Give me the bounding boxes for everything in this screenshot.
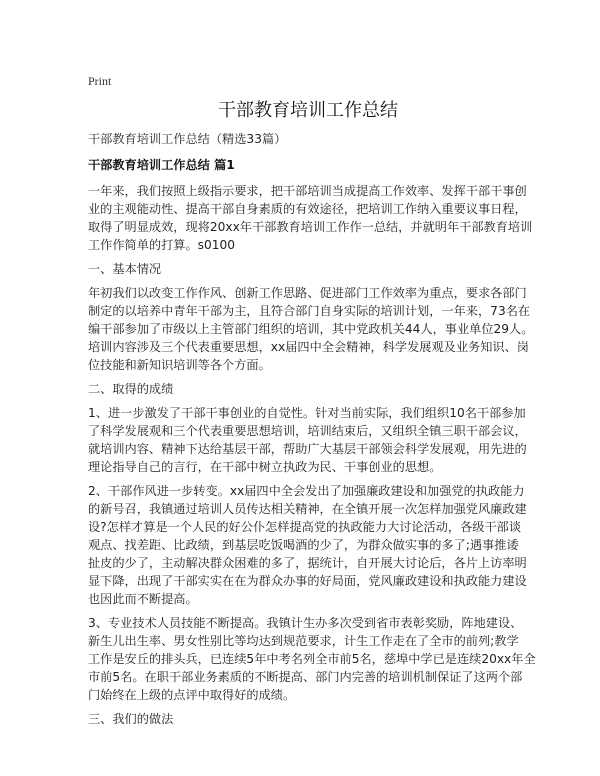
text-line: 市前5名。在职干部业务素质的不断提高、部门内完善的培训机制保证了这两个部: [88, 670, 523, 684]
text-line: 年初我们以改变工作作风、创新工作思路、促进部门工作效率为重点，要求各部门: [88, 286, 527, 300]
text-line: 取得了明显成效，现将20xx年干部教育培训工作作一总结，并就明年干部教育培训: [88, 220, 533, 234]
paragraph: [88, 614, 536, 704]
document-page: [88, 72, 536, 734]
section-subheading: [88, 260, 528, 278]
text-line: 观点、找差距、比政绩，到基层吃饭喝酒的少了，为群众做实事的多了;遇事推诿: [88, 538, 519, 552]
text-line: 工作作简单的打算。s0100: [88, 238, 236, 252]
section-heading: 干部教育培训工作总结 篇1: [88, 158, 235, 172]
text-line: 培训内容涉及三个代表重要思想，xx届四中全会精神，科学发展观及业务知识、岗: [88, 340, 529, 354]
text-line: 业的主观能动性、提高干部自身素质的有效途径，把培训工作纳入重要议事日程，: [88, 202, 527, 216]
text-line: 设?怎样才算是一个人民的好公仆怎样提高党的执政能力大讨论活动，各级干部谈: [88, 520, 522, 534]
paragraph: [88, 182, 533, 254]
text-line: 3、专业技术人员技能不断提高。我镇计生办多次受到省市表彰奖励，阵地建设、: [88, 616, 523, 630]
text-line: 一、基本情况: [88, 262, 162, 276]
text-line: 一年来，我们按照上级指示要求，把干部培训当成提高工作效率、发挥干部干事创: [88, 184, 527, 198]
document-title: 干部教育培训工作总结: [218, 100, 398, 121]
text-line: 制定的以培养中青年干部为主，且符合部门自身实际的培训计划，一年来，73名在: [88, 304, 531, 318]
section-subheading: [88, 380, 528, 398]
text-line: 了科学发展观和三个代表重要思想培训，培训结束后，又组织全镇三职干部会议，: [88, 424, 527, 438]
print-link[interactable]: Print: [88, 74, 112, 88]
paragraph: [88, 284, 534, 374]
text-line: 就培训内容、精神下达给基层干部，帮助广大基层干部领会科学发展观，用先进的: [88, 442, 527, 456]
document-body: [88, 182, 536, 728]
text-line: 1、进一步激发了干部干事创业的自觉性。针对当前实际，我们组织10名干部参加: [88, 406, 526, 420]
text-line: 扯皮的少了，主动解决群众困难的多了，据统计，自开展大讨论后，各片上访率明: [88, 556, 527, 570]
text-line: 门始终在上级的点评中取得好的成绩。: [88, 688, 296, 702]
text-line: 也因此而不断提高。: [88, 592, 198, 606]
text-line: 工作是安丘的排头兵，已连续5年中考名列全市前5名，慈埠中学已是连续20xx年全: [88, 652, 536, 666]
document-subtitle: 干部教育培训工作总结（精选33篇）: [88, 132, 287, 146]
text-line: 三、我们的做法: [88, 712, 174, 726]
section-subheading: [88, 710, 528, 728]
text-line: 二、取得的成绩: [88, 382, 174, 396]
text-line: 显下降，出现了干部实实在在为群众办事的好局面，党风廉政建设和执政能力建设: [88, 574, 527, 588]
text-line: 新生儿出生率、男女性别比等均达到规范要求，计生工作走在了全市的前列;教学: [88, 634, 519, 648]
text-line: 位技能和新知识培训等各个方面。: [88, 358, 271, 372]
paragraph: [88, 482, 528, 608]
text-line: 2、干部作风进一步转变。xx届四中全会发出了加强廉政建设和加强党的执政能力: [88, 484, 525, 498]
paragraph: [88, 404, 528, 476]
text-line: 理论指导自己的言行，在干部中树立执政为民、干事创业的思想。: [88, 460, 442, 474]
text-line: 编干部参加了市级以上主管部门组织的培训，其中党政机关44人，事业单位29人。: [88, 322, 534, 336]
text-line: 的新号召，我镇通过培训人员传达相关精神，在全镇开展一次怎样加强党风廉政建: [88, 502, 527, 516]
